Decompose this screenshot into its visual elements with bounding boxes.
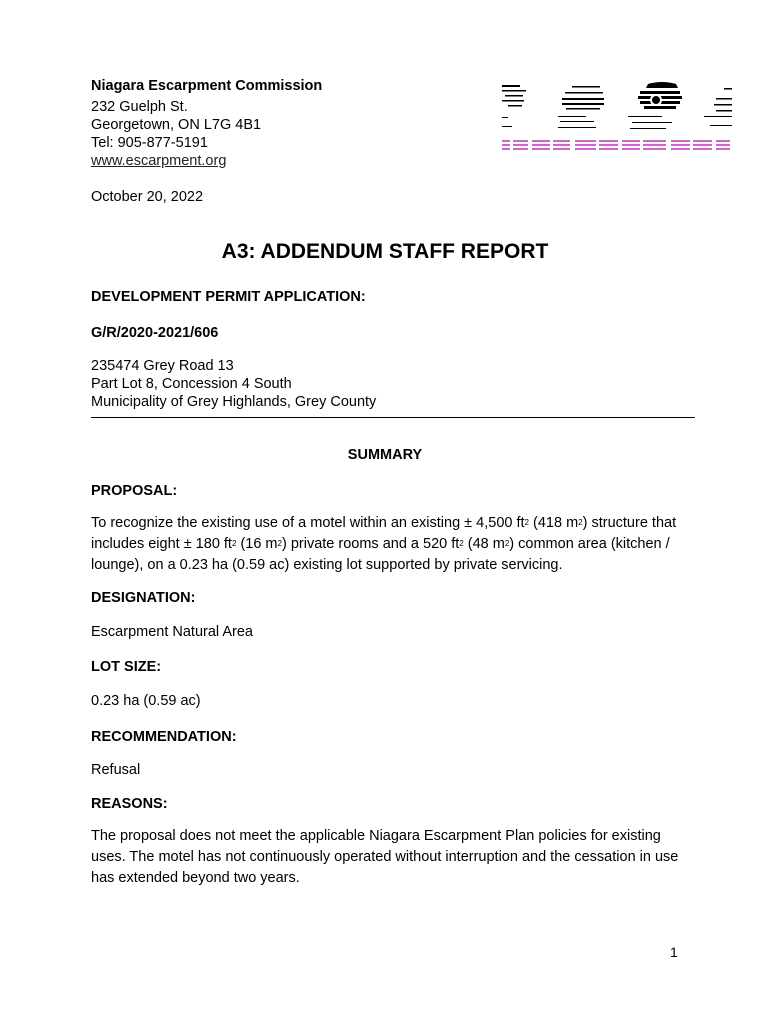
org-name: Niagara Escarpment Commission [91, 78, 323, 94]
website-link[interactable]: www.escarpment.org [91, 153, 227, 169]
designation-value: Escarpment Natural Area [91, 624, 253, 640]
proposal-heading: PROPOSAL: [91, 483, 178, 499]
lot-size-value: 0.23 ha (0.59 ac) [91, 693, 201, 709]
address-line-2: Georgetown, ON L7G 4B1 [91, 117, 262, 133]
report-date: October 20, 2022 [91, 189, 204, 205]
unesco-biosphere-logo-icon [500, 80, 740, 160]
application-heading: DEVELOPMENT PERMIT APPLICATION: [91, 289, 366, 305]
reasons-heading: REASONS: [91, 796, 168, 812]
property-address-line: 235474 Grey Road 13 [91, 358, 234, 374]
designation-heading: DESIGNATION: [91, 590, 196, 606]
address-line-1: 232 Guelph St. [91, 99, 188, 115]
lot-size-heading: LOT SIZE: [91, 659, 162, 675]
file-number: G/R/2020-2021/606 [91, 325, 219, 341]
phone: Tel: 905-877-5191 [91, 135, 208, 151]
reasons-text: The proposal does not meet the applicable Niagara Escarpment Plan policies for existing uses. The motel has not continuously operated without interruption and the cessation in use has extended beyond two years. [91, 828, 679, 886]
proposal-text: To recognize the existing use of a motel within an existing ± 4,500 $ft^2$ (418 $m^2$) structure that includes eight ± 180 $ft^2$ (16 $m^2$) private rooms and a 520 $ft^2$ (48 $m^2$) common area (kitchen / lounge), on a 0.23 ha (0.59 ac) existing lot supported by private servicing. [91, 515, 677, 573]
summary-heading: SUMMARY [347, 447, 423, 463]
page-number: 1 [670, 944, 678, 960]
property-address-line: Municipality of Grey Highlands, Grey County [91, 394, 377, 410]
section-divider [91, 417, 695, 418]
recommendation-heading: RECOMMENDATION: [91, 729, 237, 745]
report-title: A3: ADDENDUM STAFF REPORT [221, 240, 549, 263]
property-address-line: Part Lot 8, Concession 4 South [91, 376, 292, 392]
recommendation-value: Refusal [91, 762, 141, 778]
